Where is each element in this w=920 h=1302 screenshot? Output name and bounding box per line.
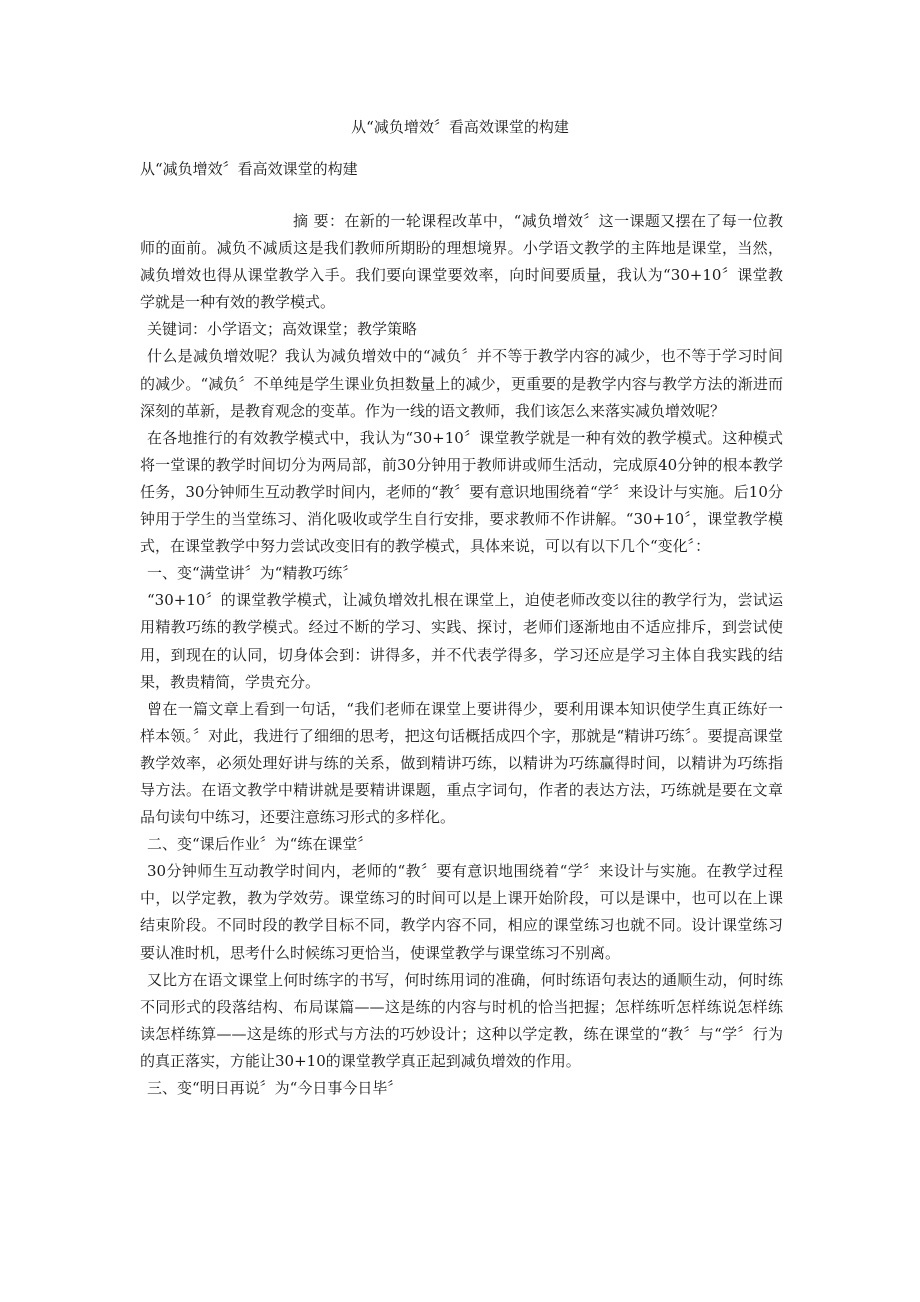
body-paragraph: 又比方在语文课堂上何时练字的书写，何时练用词的准确，何时练语句表达的通顺生动，何时练不同形式的段落结构、布局谋篇——这是练的内容与时机的恰当把握；怎样练听怎样练说怎样练读怎样练算——这是练的形式与方法的巧妙设计；这种以学定教，练在课堂的“教〞与“学〞行为的真正落实，方能让30+10的课堂教学真正起到减负增效的作用。 [140, 970, 783, 1070]
body-paragraph: “30+10〞的课堂教学模式，让减负增效扎根在课堂上，迫使老师改变以往的教学行为，尝试运用精教巧练的教学模式。经过不断的学习、实践、探讨，老师们逐渐地由不适应排斥，到尝试使用，到现在的认同，切身体会到：讲得多，并不代表学得多，学习还应是学习主体自我实践的结果，教贵精简，学贵充分。 [140, 591, 783, 691]
body-paragraph: 什么是减负增效呢？我认为减负增效中的“减负〞并不等于教学内容的减少，也不等于学习时间的减少。“减负〞不单纯是学生课业负担数量上的减少，更重要的是教学内容与教学方法的渐进而深刻的革新，是教育观念的变革。作为一线的语文教师，我们该怎么来落实减负增效呢？ [140, 347, 783, 420]
document-body [140, 208, 783, 1102]
document-subtitle: 从“减负增效〞看高效课堂的构建 [140, 160, 358, 178]
body-paragraph: 曾在一篇文章上看到一句话，“我们老师在课堂上要讲得少，要利用课本知识使学生真正练好一样本领。〞对此，我进行了细细的思考，把这句话概括成四个字，那就是“精讲巧练〞。要提高课堂教学效率，必须处理好讲与练的关系，做到精讲巧练，以精讲为巧练赢得时间，以精讲为巧练指导方法。在语文教学中精讲就是要精讲课题，重点字词句，作者的表达方法，巧练就是要在文章品句读句中练习，还要注意练习形式的多样化。 [140, 699, 783, 827]
body-paragraph: 30分钟师生互动教学时间内，老师的“教〞要有意识地围绕着“学〞来设计与实施。在教学过程中，以学定教，教为学效劳。课堂练习的时间可以是上课开始阶段，可以是课中，也可以在上课结束阶段。不同时段的教学目标不同，教学内容不同，相应的课堂练习也就不同。设计课堂练习要认准时机，思考什么时候练习更恰当，使课堂教学与课堂练习不别离。 [140, 862, 783, 962]
section-heading: 二、变“课后作业〞为“练在课堂〞 [147, 835, 373, 854]
section-heading: 三、变“明日再说〞为“今日事今日毕〞 [147, 1079, 403, 1097]
body-paragraph: 在各地推行的有效教学模式中，我认为“30+10〞课堂教学就是一种有效的教学模式。这种模式将一堂课的教学时间切分为两局部，前30分钟用于教师讲或师生活动，完成原40分钟的根本教学任务，30分钟师生互动教学时间内，老师的“教〞要有意识地围绕着“学〞来设计与实施。后10分钟用于学生的当堂练习、消化吸收或学生自行安排，要求教师不作讲解。“30+10〞，课堂教学模式，在课堂教学中努力尝试改变旧有的教学模式，具体来说，可以有以下几个“变化〞： [140, 428, 783, 556]
abstract-paragraph: 摘 要：在新的一轮课程改革中，“减负增效〞这一课题又摆在了每一位教师的面前。减负不减质这是我们教师所期盼的理想境界。小学语文教学的主阵地是课堂，当然，减负增效也得从课堂教学入手。我们要向课堂要效率，向时间要质量，我认为“30+10〞课堂教学就是一种有效的教学模式。 [140, 212, 783, 312]
keywords-line: 关键词：小学语文；高效课堂；教学策略 [147, 320, 418, 339]
section-heading: 一、变“满堂讲〞为“精教巧练〞 [147, 564, 358, 583]
document-title: 从“减负增效〞看高效课堂的构建 [351, 118, 569, 136]
